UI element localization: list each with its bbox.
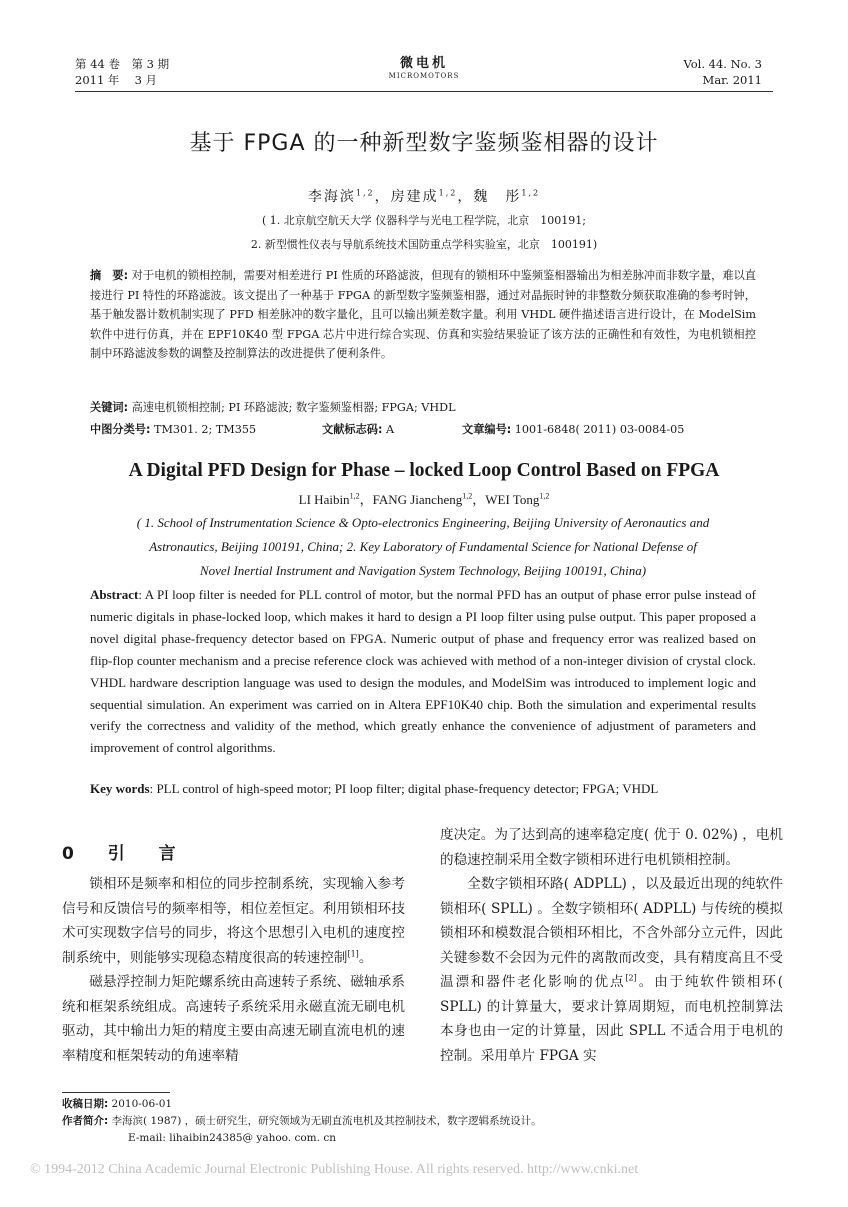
author-1-en-affil-mark: 1,2 — [349, 491, 360, 501]
running-header-left — [75, 56, 169, 88]
abstract-en-text: : A PI loop filter is needed for PLL control of motor, but the normal PFD has an output of phase error pulse instead of numeric digitals in phase-locked loop, which makes it hard to design a PI loop filter using pulse output. This paper proposed a novel digital phase-frequency detector based on FPGA. Numeric output of phase and frequency error was realized based on flip-flop counter mechanism and a precise reference clock was achieved with method of a non-integer division of crystal clock. VHDL hardware description language was used to design the modules, and ModelSim was introduced to implement logic and sequential simulation. An experiment was carried on in Altera EPF10K40 chip. Both the simulation and experimental results verify the correctness and validity of the method, which greatly enhance the convenience of adjustment of parameters and improvement of control algorithms. — [90, 587, 756, 756]
doc-code-value: A — [382, 423, 395, 436]
right-paragraph-2-end: 。由于纯软件锁相环( SPLL) 的计算量大，要求计算周期短，而电机控制算法本身也由一定的计算量，因此 SPLL 不适合用于电机的控制。采用单片 FPGA 实 — [440, 974, 783, 1064]
paper-title-cn: 基于 FPGA 的一种新型数字鉴频鉴相器的设计 — [189, 131, 659, 156]
date-cn: 2011 年 3 月 — [75, 73, 158, 87]
copyright-notice: © 1994-2012 China Academic Journal Electronic Publishing House. All rights reserved. http://www.cnki.net — [30, 1162, 639, 1177]
author-2-en-affil-mark: 1,2 — [462, 491, 473, 501]
author-3-en-affil-mark: 1,2 — [539, 491, 550, 501]
author-1-en: LI Haibin — [298, 492, 350, 507]
affiliation-en-1: ( 1. School of Instrumentation Science & Opto-electronics Engineering, Beijing University of Aeronautics and — [136, 515, 710, 530]
authors-cn — [0, 186, 848, 206]
received-label: 收稿日期: — [62, 1098, 109, 1110]
author-email: E-mail: lihaibin24385@ yahoo. com. cn — [128, 1132, 336, 1144]
right-paragraph-1: 度决定。为了达到高的速率稳定度( 优于 0. 02%) ，电机的稳速控制采用全数字锁相环进行电机锁相控制。 — [440, 827, 783, 868]
clc-value: TM301. 2; TM355 — [150, 423, 257, 436]
abstract-cn-label: 摘 要: — [90, 269, 129, 282]
affiliation-en-2: Astronautics, Beijing 100191, China; 2. Key Laboratory of Fundamental Science for National Defense of — [149, 539, 697, 554]
abstract-cn — [90, 266, 756, 364]
left-paragraph-1-text: 锁相环是频率和相位的同步控制系统，实现输入参考信号和反馈信号的频率相等，相位差恒定。利用锁相环技术可实现数字信号的同步，将这个思想引入电机的速度控制系统中，则能够实现稳态精度很高的转速控制 — [62, 876, 405, 966]
authors-en — [0, 489, 848, 508]
paper-title-en: A Digital PFD Design for Phase – locked Loop Control Based on FPGA — [128, 460, 720, 481]
article-number-label: 文章编号: — [462, 423, 512, 436]
author-1-affil-mark: 1,2 — [355, 188, 375, 198]
right-column — [440, 823, 783, 1068]
doc-code-label: 文献标志码: — [322, 423, 383, 436]
author-1-cn: 李海滨 — [307, 189, 356, 205]
left-paragraph-2: 磁悬浮控制力矩陀螺系统由高速转子系统、磁轴承系统和框架系统组成。高速转子系统采用永磁直流无刷电机驱动，其中输出力矩的精度主要由高速无刷直流电机的速率精度和框架转动的角速率精 — [62, 974, 405, 1064]
date-en: Mar. 2011 — [702, 73, 762, 87]
article-number-value: 1001-6848( 2011) 03-0084-05 — [511, 423, 685, 436]
affiliation-cn-2: 2. 新型惯性仪表与导航系统技术国防重点学科实验室，北京 100191) — [250, 238, 598, 251]
affiliation-en-3: Novel Inertial Instrument and Navigation System Technology, Beijing 100191, China) — [199, 563, 647, 578]
volume-issue-cn: 第 44 卷 第 3 期 — [75, 57, 170, 71]
right-paragraph-2 — [440, 872, 783, 1068]
keywords-en-text: : PLL control of high-speed motor; PI loop filter; digital phase-frequency detector; FPGA; VHDL — [149, 781, 659, 796]
author-2-en: ，FANG Jiancheng — [359, 492, 463, 507]
citation-2: [2] — [625, 973, 637, 983]
left-paragraph-1-end: 。 — [358, 949, 373, 966]
document-code — [322, 421, 394, 437]
abstract-cn-text: 对于电机的锁相控制，需要对相差进行 PI 性质的环路滤波，但现有的锁相环中鉴频鉴相器输出为相差脉冲而非数字量，难以直接进行 PI 特性的环路滤波。该文提出了一种基于 FPGA 的新型数字鉴频鉴相器，通过对晶振时钟的非整数分频获取准确的参考时钟，基于触发器计数机制实现了 PFD 相差脉冲的数字量化，且可以输出频差数字量。利用 VHDL 硬件描述语言进行设计，在 ModelSim 软件中进行仿真，并在 EPF10K40 型 FPGA 芯片中进行综合实现、仿真和实验结果验证了该方法的正确性和有效性，为电机锁相控制中环路滤波参数的调整及控制算法的改进提供了便利条件。 — [90, 269, 756, 360]
section-number: 0 — [62, 844, 88, 864]
article-number — [462, 421, 684, 437]
bio-value: 李海滨( 1987) ，硕士研究生，研究领域为无刷直流电机及其控制技术，数字逻辑系统设计。 — [108, 1115, 542, 1127]
citation-1: [1] — [347, 948, 359, 958]
author-3-en: ，WEI Tong — [472, 492, 540, 507]
left-paragraph-1 — [62, 872, 405, 970]
keywords-cn-label: 关键词: — [90, 401, 129, 414]
author-2-affil-mark: 1,2 — [438, 188, 458, 198]
section-heading — [62, 839, 190, 864]
journal-name-cn: 微电机 — [399, 56, 448, 71]
section-title: 引 言 — [107, 844, 190, 864]
clc-label: 中图分类号: — [90, 423, 151, 436]
header-divider — [75, 91, 773, 92]
received-value: 2010-06-01 — [108, 1098, 173, 1110]
footnote-author-bio — [62, 1113, 542, 1130]
keywords-cn — [90, 399, 456, 415]
clc-number — [90, 421, 256, 437]
author-2-cn: ，房建成 — [374, 189, 439, 205]
abstract-en — [90, 584, 756, 759]
abstract-en-label: Abstract — [90, 587, 139, 602]
right-paragraph-2-text: 全数字锁相环路( ADPLL) ，以及最近出现的纯软件锁相环( SPLL) 。全数字锁相环( ADPLL) 与传统的模拟锁相环和模数混合锁相环相比，不含外部分立元件，因此关键参数不会因为元件的离散而改变，具有精度高且不受温漂和器件老化影响的优点 — [440, 876, 783, 990]
footnote-divider — [62, 1092, 170, 1093]
keywords-cn-text: 高速电机锁相控制; PI 环路滤波; 数字鉴频鉴相器; FPGA; VHDL — [128, 401, 456, 414]
keywords-en-label: Key words — [90, 781, 150, 796]
author-3-cn: ，魏 彤 — [457, 189, 522, 205]
author-3-affil-mark: 1,2 — [521, 188, 541, 198]
volume-issue-en: Vol. 44. No. 3 — [683, 57, 762, 71]
bio-label: 作者简介: — [62, 1115, 109, 1127]
running-header-right — [683, 56, 762, 88]
affiliation-cn-1: ( 1. 北京航空航天大学 仪器科学与光电工程学院，北京 100191; — [262, 214, 586, 227]
keywords-en — [90, 781, 658, 797]
left-column — [62, 872, 405, 1068]
journal-masthead — [374, 56, 474, 82]
journal-name-en: MICROMOTORS — [388, 72, 460, 80]
footnote-received — [62, 1096, 172, 1113]
